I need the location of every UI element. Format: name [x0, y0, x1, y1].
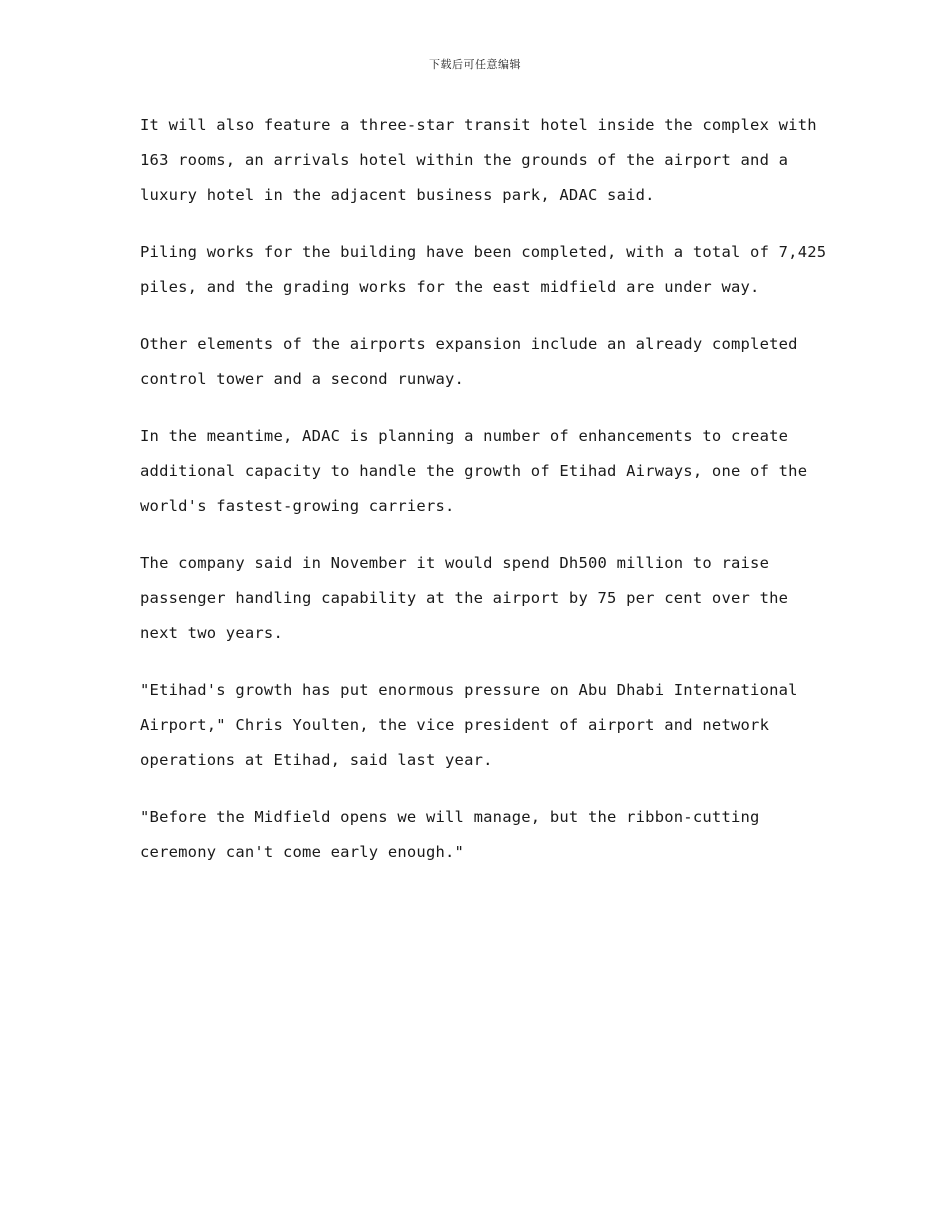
paragraph-2	[140, 235, 840, 305]
text-line: "Before the Midfield opens we will manage, but the ribbon-cutting	[140, 808, 760, 826]
text-line: piles, and the grading works for the east midfield are under way.	[140, 278, 760, 296]
text-line: It will also feature a three-star transit hotel inside the complex with	[140, 116, 817, 134]
paragraph-4	[140, 419, 840, 524]
text-line: additional capacity to handle the growth of Etihad Airways, one of the	[140, 462, 808, 480]
text-line: 163 rooms, an arrivals hotel within the grounds of the airport and a	[140, 151, 789, 169]
paragraph-3	[140, 327, 840, 397]
text-line: luxury hotel in the adjacent business park, ADAC said.	[140, 186, 655, 204]
text-line: Piling works for the building have been completed, with a total of 7,425	[140, 243, 827, 261]
paragraph-5	[140, 546, 840, 651]
page-header: 下载后可任意编辑	[429, 58, 521, 71]
text-line: control tower and a second runway.	[140, 370, 465, 388]
text-line: Other elements of the airports expansion include an already completed	[140, 335, 798, 353]
text-line: ceremony can't come early enough."	[140, 843, 465, 861]
text-line: "Etihad's growth has put enormous pressure on Abu Dhabi International	[140, 681, 798, 699]
text-line: world's fastest-growing carriers.	[140, 497, 455, 515]
text-line: operations at Etihad, said last year.	[140, 751, 493, 769]
paragraph-1	[140, 108, 840, 213]
paragraph-6	[140, 673, 840, 778]
text-line: next two years.	[140, 624, 283, 642]
paragraph-7	[140, 800, 840, 870]
text-line: Airport," Chris Youlten, the vice president of airport and network	[140, 716, 770, 734]
text-line: passenger handling capability at the airport by 75 per cent over the	[140, 589, 789, 607]
text-line: In the meantime, ADAC is planning a number of enhancements to create	[140, 427, 789, 445]
text-line: The company said in November it would spend Dh500 million to raise	[140, 554, 770, 572]
document-body	[140, 108, 840, 892]
